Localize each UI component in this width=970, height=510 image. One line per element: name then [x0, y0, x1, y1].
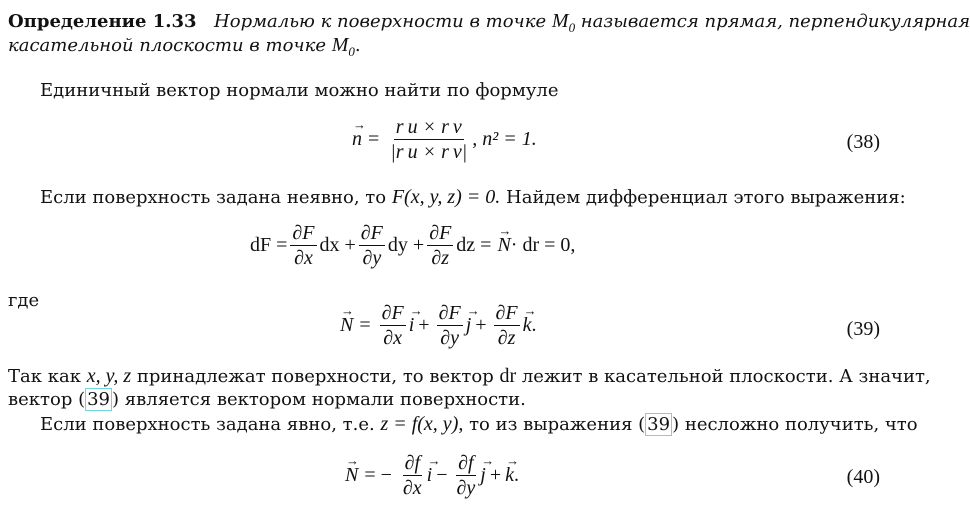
- implicit-formula: F(x, y, z) = 0.: [391, 186, 501, 208]
- equation-number-40: (40): [846, 466, 880, 488]
- eq38-denominator: |r u × r v|: [390, 141, 468, 163]
- definition-point-2: $M_0$: [331, 34, 355, 59]
- paragraph-implicit: Если поверхность задана неявно, то F(x, y, z) = 0. Найдем дифференциал этого выражения:: [40, 186, 906, 208]
- reference-link-39-b[interactable]: 39: [647, 414, 671, 435]
- eq38-fraction: [388, 116, 469, 163]
- equation-39: → N = $\frac{\partial F}{\partial x}$ → i + $\frac{\partial F}{\partial y}$ → j + $\frac{\partial F}{\partial z}$ → k .: [340, 302, 537, 349]
- equation-number-39: (39): [846, 318, 880, 340]
- equation-differential: dF = $\frac{\partial F}{\partial x}$ dx + $\frac{\partial F}{\partial y}$ dy + $\frac{\partial F}{\partial z}$ dz = → N · dr = 0,: [250, 222, 575, 269]
- definition-text-a: Нормалью к поверхности в точке: [214, 11, 547, 32]
- definition-text-b: называется прямая, перпендикулярная: [580, 11, 970, 32]
- definition-line-2: касательной плоскости в точке $M_0$.: [8, 34, 361, 59]
- definition-label: Определение 1.33: [8, 11, 197, 32]
- diff-dF: dF =: [250, 234, 288, 256]
- reference-link-39[interactable]: 39: [87, 389, 111, 410]
- paragraph-tangent-line-2: вектор ( 39 ) является вектором нормали поверхности.: [8, 389, 526, 410]
- equation-number-38: (38): [846, 131, 880, 153]
- paragraph-tangent-line-1: Так как x, y, z принадлежат поверхности, то вектор dr лежит в касательной плоскости. А значит,: [8, 365, 931, 387]
- definition-line2-text: касательной плоскости в точке: [8, 35, 327, 56]
- diff-N: → N: [497, 234, 510, 257]
- paragraph-explicit: Если поверхность задана явно, т.е. z = f(x, y), то из выражения ( 39 ) несложно получить, что: [40, 413, 918, 435]
- eq38-tail: , n² = 1.: [472, 128, 537, 150]
- equation-40: → N = − $\frac{\partial f}{\partial x}$ → i − $\frac{\partial f}{\partial y}$ → j + → k .: [345, 452, 519, 499]
- eq38-numerator: r u × r v: [395, 116, 462, 138]
- equation-38: → n = $\frac{\text{r u × r v}}{\text{|r u × r v|}}$ , n² = 1.: [352, 116, 537, 163]
- paragraph-unit-normal: Единичный вектор нормали можно найти по формуле: [40, 80, 559, 101]
- eq38-lhs: → n: [352, 128, 362, 151]
- definition-point: $M_0$: [551, 10, 576, 35]
- definition-line-1: [8, 10, 970, 36]
- where-label: где: [8, 290, 40, 311]
